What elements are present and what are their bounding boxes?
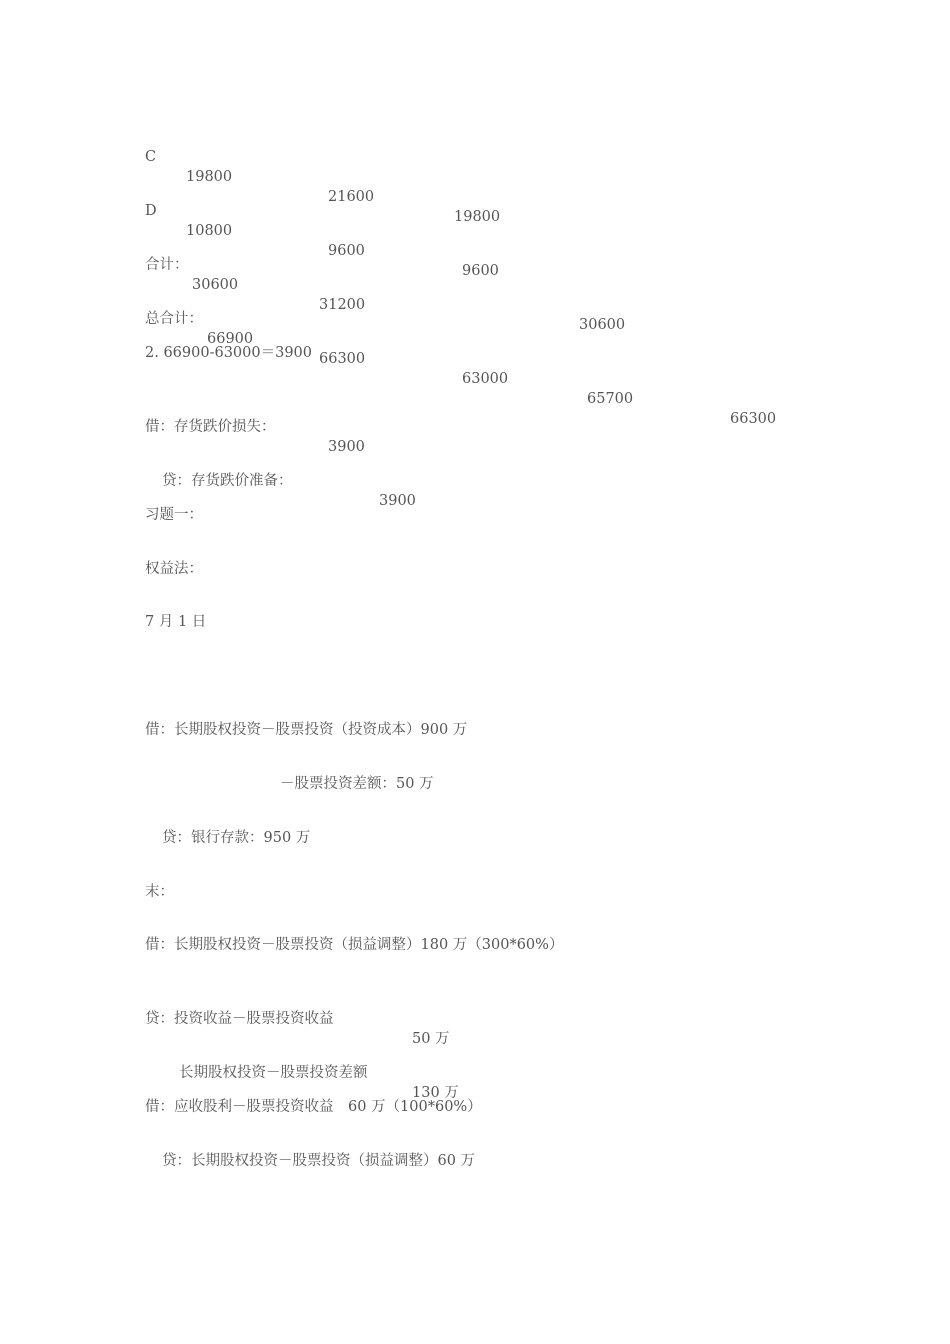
row-value: 21600 bbox=[328, 189, 375, 205]
credit-amount: 3900 bbox=[379, 493, 416, 509]
journal-debit-line: 借：应收股利－股票投资收益 60 万（100*60%） bbox=[145, 1099, 482, 1115]
journal-debit-line: 借：长期股权投资－股票投资（损益调整）180 万（300*60%） bbox=[145, 937, 564, 953]
calculation-line: 2. 66900-63000＝3900 bbox=[145, 345, 312, 361]
row-label: 总合计： bbox=[145, 311, 203, 327]
date-heading: 7 月 1 日 bbox=[145, 614, 207, 630]
journal-credit-line: 贷：长期股权投资－股票投资（损益调整）60 万 bbox=[162, 1153, 476, 1169]
row-value: 9600 bbox=[328, 243, 365, 259]
row-value: 30600 bbox=[579, 317, 626, 333]
row-label: D bbox=[145, 203, 157, 219]
credit-amount: 50 万 bbox=[412, 1031, 450, 1047]
row-value: 63000 bbox=[462, 371, 509, 387]
debit-amount: 3900 bbox=[328, 439, 365, 455]
journal-debit-subline: －股票投资差额：50 万 bbox=[280, 776, 434, 792]
row-value: 19800 bbox=[454, 209, 501, 225]
row-value: 66300 bbox=[730, 411, 777, 427]
row-value: 10800 bbox=[186, 223, 233, 239]
method-heading: 权益法： bbox=[145, 561, 203, 577]
journal-credit-line: 贷：银行存款：950 万 bbox=[162, 830, 311, 846]
row-label: 合计： bbox=[145, 257, 189, 273]
row-value: 30600 bbox=[192, 277, 239, 293]
row-value: 31200 bbox=[319, 297, 366, 313]
row-value: 66900 bbox=[207, 331, 254, 347]
credit-label: 贷：投资收益－股票投资收益 bbox=[145, 1011, 334, 1027]
credit-label: 长期股权投资－股票投资差额 bbox=[179, 1065, 368, 1081]
exercise-heading: 习题一： bbox=[145, 507, 203, 523]
row-label: C bbox=[145, 149, 157, 165]
row-value: 19800 bbox=[186, 169, 233, 185]
credit-label: 贷：存货跌价准备： bbox=[162, 473, 293, 489]
row-value: 9600 bbox=[462, 263, 499, 279]
journal-debit-line: 借：长期股权投资－股票投资（投资成本）900 万 bbox=[145, 722, 468, 738]
row-value: 66300 bbox=[319, 351, 366, 367]
period-end-heading: 末： bbox=[145, 884, 174, 900]
credit-amount: 130 万 bbox=[412, 1085, 459, 1101]
debit-label: 借：存货跌价损失： bbox=[145, 419, 276, 435]
row-value: 65700 bbox=[587, 391, 634, 407]
